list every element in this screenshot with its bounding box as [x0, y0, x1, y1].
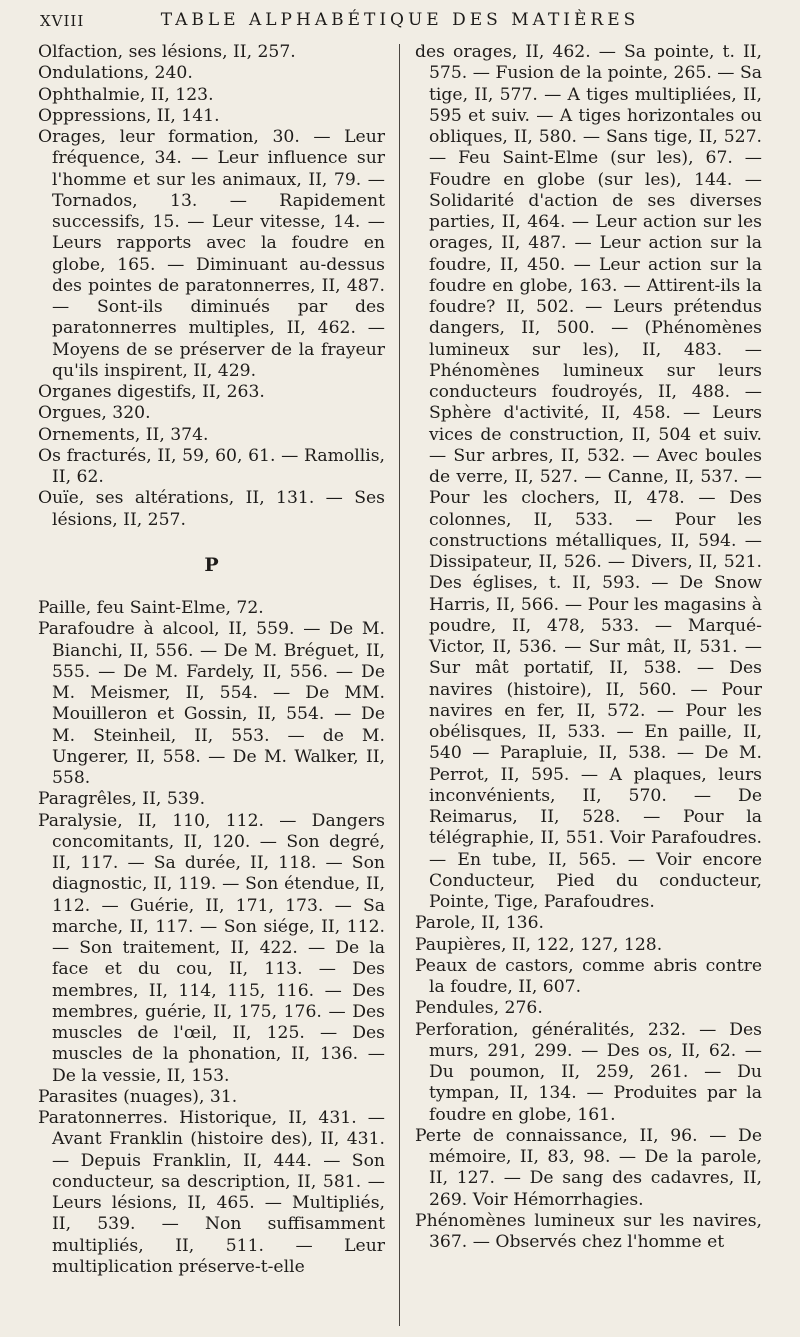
- index-entry: Parole, II, 136.: [415, 913, 544, 934]
- index-entry: Paratonnerres. Historique, II, 431. — Avant Franklin (histoire des), II, 431. — Depuis Franklin, II, 444. — Son conducteur, sa description, II, 581. — Leurs lésions, II, 465. — Multipliés, II, 539. — Non suffisamment multipliés, II, 511. — Leur multiplication préserve-t-elle: [38, 1108, 385, 1277]
- page-folio: XVIII: [40, 12, 85, 30]
- index-entry: Paralysie, II, 110, 112. — Dangers concomitants, II, 120. — Son degré, II, 117. — Sa durée, II, 118. — Son diagnostic, II, 119. — Son étendue, II, 112. — Guérie, II, 171, 173. — Sa marche, II, 117. — Son siége, II, 112. — Son traitement, II, 422. — De la face et du cou, II, 113. — Des membres, II, 114, 115, 116. — Des membres, guérie, II, 175, 176. — Des muscles de l'œil, II, 125. — Des muscles de la phonation, II, 136. — De la vessie, II, 153.: [38, 810, 385, 1086]
- index-entry: Os fracturés, II, 59, 60, 61. — Ramollis, II, 62.: [38, 445, 385, 487]
- index-entry: Paragrêles, II, 539.: [38, 789, 206, 810]
- index-entry: Oppressions, II, 141.: [38, 105, 220, 126]
- index-entry: Peaux de castors, comme abris contre la foudre, II, 607.: [415, 955, 762, 997]
- running-title: TABLE ALPHABÉTIQUE DES MATIÈRES: [160, 10, 640, 30]
- index-entry: Ornements, II, 374.: [38, 424, 209, 445]
- index-entry: Ophthalmie, II, 123.: [38, 84, 214, 105]
- index-entry: Organes digestifs, II, 263.: [38, 382, 265, 402]
- index-entry: Perforation, généralités, 232. — Des murs, 291, 299. — Des os, II, 62. — Du poumon, II, 259, 261. — Du tympan, II, 134. — Produites par la foudre en globe, 161.: [415, 1019, 762, 1125]
- index-entry: Perte de connaissance, II, 96. — De mémoire, II, 83, 98. — De la parole, II, 127. — De sang des cadavres, II, 269. Voir Hémorrhagies.: [415, 1125, 762, 1210]
- index-entry: Pendules, 276.: [415, 998, 543, 1019]
- index-entry: Paille, feu Saint-Elme, 72.: [38, 598, 264, 618]
- index-entry: Phénomènes lumineux sur les navires, 367. — Observés chez l'homme et: [415, 1210, 762, 1252]
- section-letter: P: [204, 553, 219, 576]
- index-entry: Orgues, 320.: [38, 403, 151, 424]
- column-divider: [399, 44, 400, 1326]
- index-entry: des orages, II, 462. — Sa pointe, t. II, 575. — Fusion de la pointe, 265. — Sa tige, II, 577. — A tiges multipliées, II, 595 et suiv. — A tiges horizontales ou obliques, II, 580. — Sans tige, II, 527. — Feu Saint-Elme (sur les), 67. — Foudre en globe (sur les), 144. — Solidarité d'action de ses diverses parties, II, 464. — Leur action sur les orages, II, 487. — Leur action sur la foudre, II, 450. — Leur action sur la foudre en globe, 163. — Attirent-ils la foudre? II, 502. — Leurs prétendus dangers, II, 500. — (Phénomènes lumineux sur les), II, 483. — Phénomènes lumineux sur leurs conducteurs foudroyés, II, 488. — Sphère d'activité, II, 458. — Leurs vices de construction, II, 504 et suiv. — Sur arbres, II, 532. — Avec boules de verre, II, 527. — Canne, II, 537. — Pour les clochers, II, 478. — Des colonnes, II, 533. — Pour les constructions métalliques, II, 594. — Dissipateur, II, 526. — Divers, II, 521. Des églises, t. II, 593. — De Snow Harris, II, 566. — Pour les magasins à poudre, II, 478, 533. — Marqué-Victor, II, 536. — Sur mât, II, 531. — Sur mât portatif, II, 538. — Des navires (histoire), II, 560. — Pour navires en fer, II, 572. — Pour les obélisques, II, 533. — En paille, II, 540 — Parapluie, II, 538. — De M. Perrot, II, 595. — A plaques, leurs inconvénients, II, 570. — De Reimarus, II, 528. — Pour la télégraphie, II, 551. Voir Parafoudres. — En tube, II, 565. — Voir encore Conducteur, Pied du conducteur, Pointe, Tige, Parafoudres.: [415, 42, 762, 912]
- page-header: [40, 8, 760, 36]
- index-entry: Ouïe, ses altérations, II, 131. — Ses lésions, II, 257.: [38, 488, 385, 530]
- index-entry: Orages, leur formation, 30. — Leur fréquence, 34. — Leur influence sur l'homme et sur les animaux, II, 79. — Tornados, 13. — Rapidement successifs, 15. — Leur vitesse, 14. — Leurs rapports avec la foudre en globe, 165. — Diminuant au-dessus des pointes de paratonnerres, II, 487. — Sont-ils diminués par des paratonnerres multiples, II, 462. — Moyens de se préserver de la frayeur qu'ils inspirent, II, 429.: [38, 127, 385, 381]
- index-entry: Paupières, II, 122, 127, 128.: [415, 934, 663, 955]
- index-entry: Olfaction, ses lésions, II, 257.: [38, 42, 296, 62]
- index-entry: Parafoudre à alcool, II, 559. — De M. Bianchi, II, 556. — De M. Bréguet, II, 555. — De M. Fardely, II, 556. — De M. Meismer, II, 554. — De MM. Mouilleron et Gossin, II, 554. — De M. Steinheil, II, 553. — de M. Ungerer, II, 558. — De M. Walker, II, 558.: [38, 619, 385, 788]
- left-column: [38, 42, 385, 1278]
- index-entry: Parasites (nuages), 31.: [38, 1086, 238, 1107]
- right-column: [415, 42, 762, 1253]
- index-entry: Ondulations, 240.: [38, 63, 193, 84]
